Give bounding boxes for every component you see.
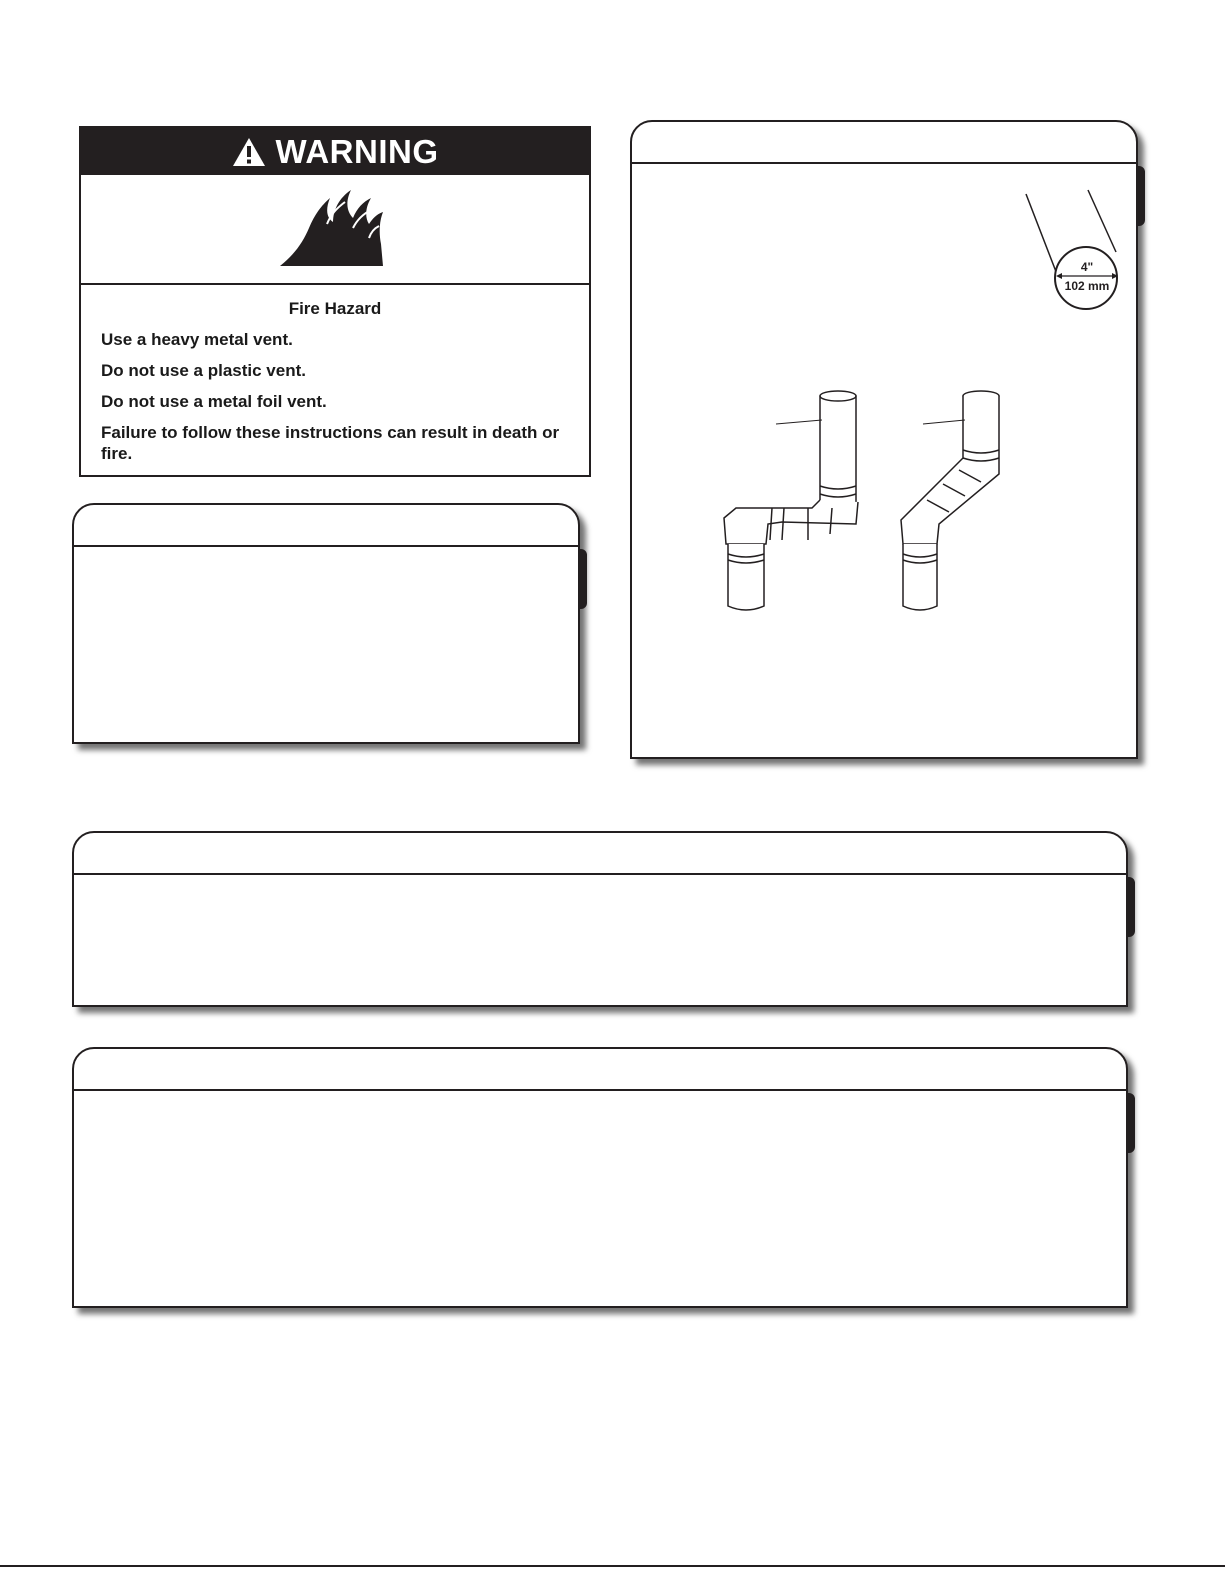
page-bottom-rule [0, 1565, 1225, 1567]
vent-diameter-diagram [1012, 182, 1132, 322]
panel-tab-shadow [1128, 1093, 1135, 1153]
info-panel-wide-2 [72, 1047, 1128, 1308]
vent-panel [630, 120, 1138, 759]
panel-tab [74, 1049, 1126, 1091]
warning-header [81, 128, 589, 175]
warning-body [81, 285, 589, 464]
warning-heading: Fire Hazard [288, 299, 382, 318]
info-panel-small [72, 503, 580, 744]
diameter-inches-label: 4" [1080, 260, 1094, 274]
warning-pictogram [81, 175, 589, 285]
warning-triangle-icon [232, 137, 266, 167]
warning-line: Do not use a metal foil vent. [101, 392, 327, 411]
elbow-vent-illustration [712, 384, 882, 614]
offset-vent-illustration [887, 384, 1027, 614]
warning-box [79, 126, 591, 477]
warning-line: Use a heavy metal vent. [101, 330, 293, 349]
warning-title: WARNING [275, 132, 439, 170]
warning-line: Failure to follow these instructions can result in death or fire. [101, 423, 560, 463]
panel-tab [632, 122, 1136, 164]
panel-tab [74, 833, 1126, 875]
panel-tab-shadow [580, 549, 587, 609]
diameter-mm-label: 102 mm [1064, 279, 1110, 293]
panel-tab [74, 505, 578, 547]
panel-tab-shadow [1138, 166, 1145, 226]
info-panel-wide-1 [72, 831, 1128, 1007]
panel-tab-shadow [1128, 877, 1135, 937]
warning-line: Do not use a plastic vent. [101, 361, 306, 380]
fire-icon [275, 184, 395, 274]
